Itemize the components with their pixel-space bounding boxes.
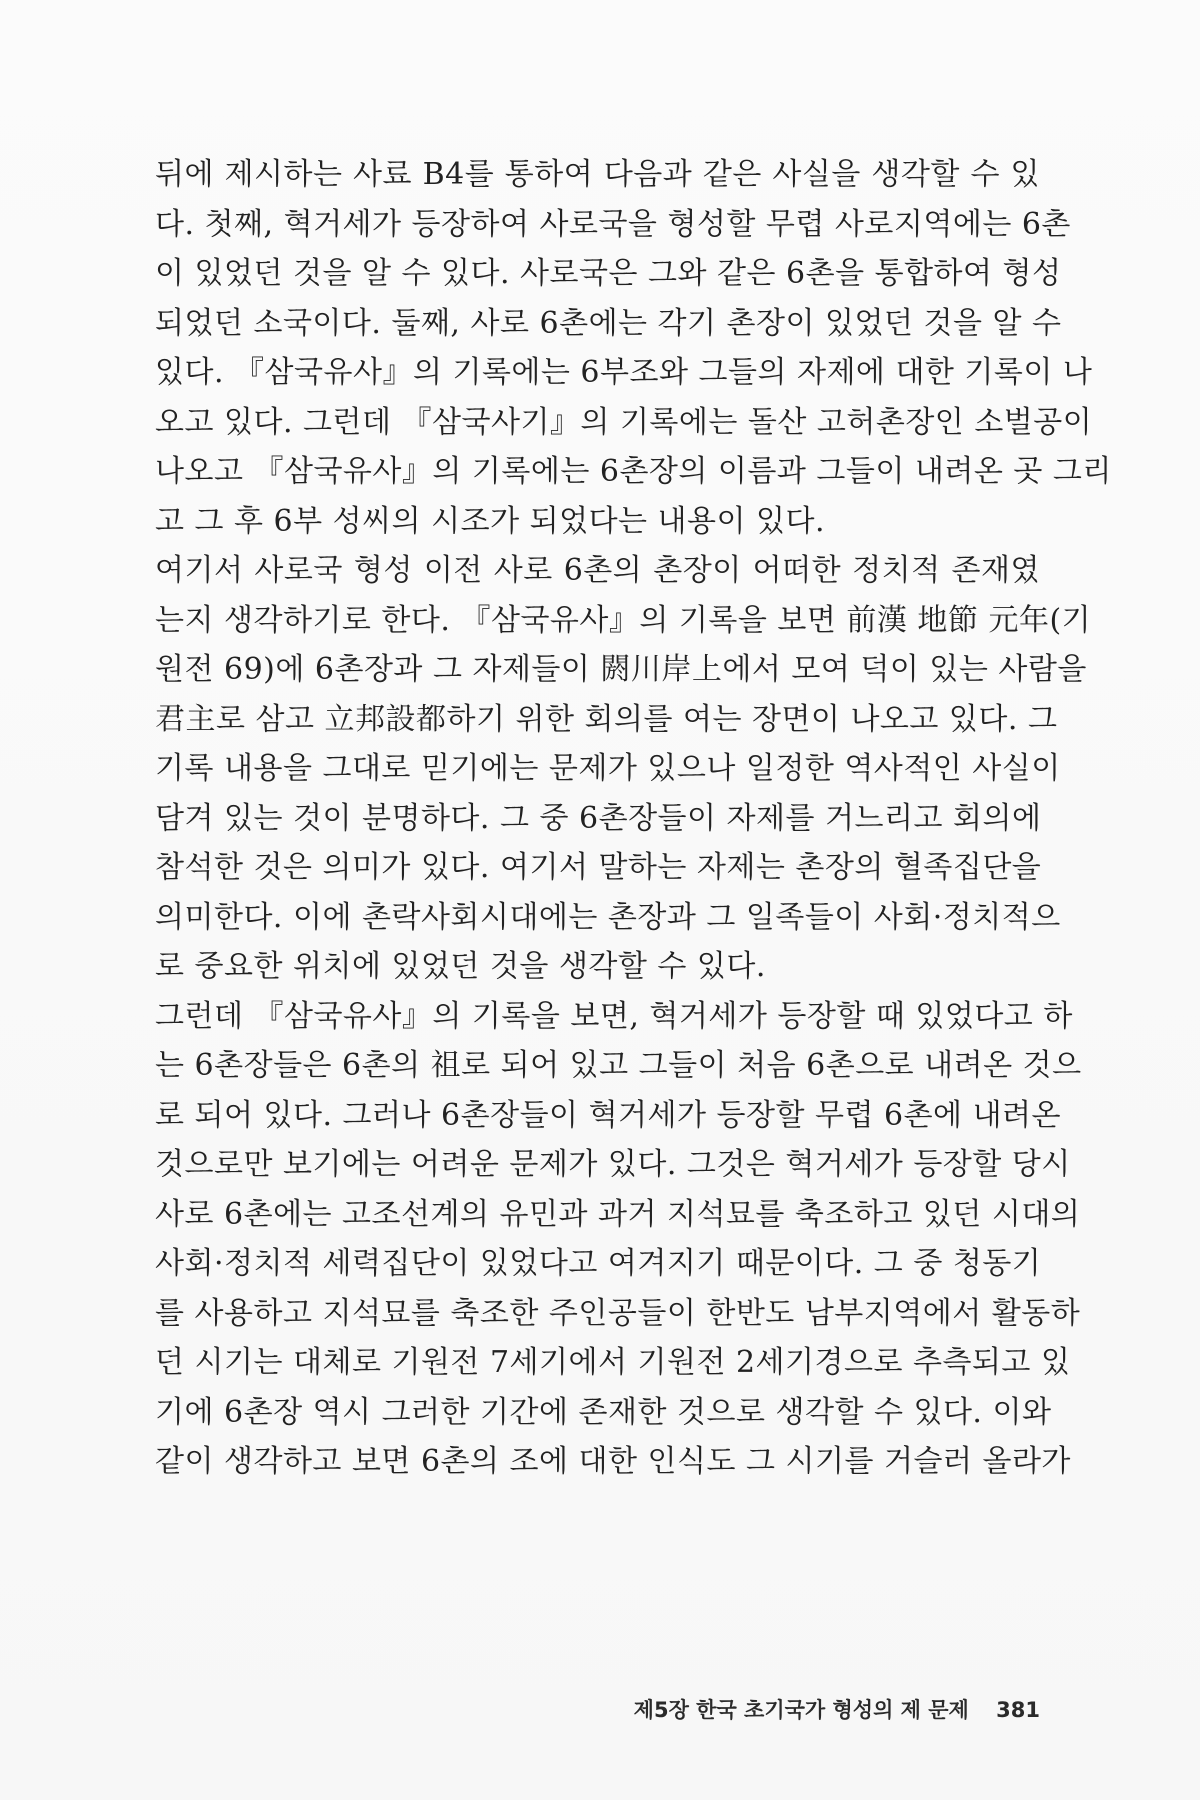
text-line: 그런데 『삼국유사』의 기록을 보면, 혁거세가 등장할 때 있었다고 하 <box>155 998 1073 1034</box>
text-line: 를 사용하고 지석묘를 축조한 주인공들이 한반도 남부지역에서 활동하 <box>155 1295 1081 1331</box>
text-line: 나오고 『삼국유사』의 기록에는 6촌장의 이름과 그들이 내려온 곳 그리 <box>155 454 1112 489</box>
text-line: 되었던 소국이다. 둘째, 사로 6촌에는 각기 촌장이 있었던 것을 알 수 <box>155 305 1062 341</box>
text-line: 로 중요한 위치에 있었던 것을 생각할 수 있다. <box>155 949 766 984</box>
text-line: 사로 6촌에는 고조선계의 유민과 과거 지석묘를 축조하고 있던 시대의 <box>155 1196 1081 1232</box>
text-line: 뒤에 제시하는 사료 B4를 통하여 다음과 같은 사실을 생각할 수 있 <box>155 157 1040 192</box>
text-line: 는지 생각하기로 한다. 『삼국유사』의 기록을 보면 前漢 地節 元年(기 <box>155 602 1092 638</box>
chapter-title: 제5장 한국 초기국가 형성의 제 문제 <box>633 1698 969 1722</box>
text-line: 담겨 있는 것이 분명하다. 그 중 6촌장들이 자제를 거느리고 회의에 <box>155 800 1042 836</box>
text-line: 던 시기는 대체로 기원전 7세기에서 기원전 2세기경으로 추측되고 있 <box>155 1345 1071 1380</box>
text-line: 로 되어 있다. 그러나 6촌장들이 혁거세가 등장할 무렵 6촌에 내려온 <box>155 1097 1062 1133</box>
text-line: 는 6촌장들은 6촌의 祖로 되어 있고 그들이 처음 6촌으로 내려온 것으 <box>155 1048 1082 1083</box>
text-line: 의미한다. 이에 촌락사회시대에는 촌장과 그 일족들이 사회·정치적으 <box>155 899 1061 935</box>
text-line: 사회·정치적 세력집단이 있었다고 여겨지기 때문이다. 그 중 청동기 <box>155 1246 1042 1281</box>
text-line: 기에 6촌장 역시 그러한 기간에 존재한 것으로 생각할 수 있다. 이와 <box>155 1394 1052 1430</box>
page-number: 381 <box>996 1698 1040 1722</box>
text-line: 오고 있다. 그런데 『삼국사기』의 기록에는 돌산 고허촌장인 소벌공이 <box>155 404 1093 440</box>
text-line: 기록 내용을 그대로 믿기에는 문제가 있으나 일정한 역사적인 사실이 <box>155 751 1061 786</box>
text-line: 다. 첫째, 혁거세가 등장하여 사로국을 형성할 무렵 사로지역에는 6촌 <box>155 206 1071 242</box>
page-footer <box>560 1690 1040 1730</box>
text-line: 것으로만 보기에는 어려운 문제가 있다. 그것은 혁거세가 등장할 당시 <box>155 1147 1071 1182</box>
text-line: 같이 생각하고 보면 6촌의 조에 대한 인식도 그 시기를 거슬러 올라가 <box>155 1444 1071 1479</box>
text-line: 여기서 사로국 형성 이전 사로 6촌의 촌장이 어떠한 정치적 존재였 <box>155 553 1040 588</box>
text-line: 君主로 삼고 立邦設都하기 위한 회의를 여는 장면이 나오고 있다. 그 <box>155 701 1058 737</box>
text-line: 있다. 『삼국유사』의 기록에는 6부조와 그들의 자제에 대한 기록이 나 <box>155 355 1093 390</box>
text-line: 고 그 후 6부 성씨의 시조가 되었다는 내용이 있다. <box>155 503 826 539</box>
text-line: 원전 69)에 6촌장과 그 자제들이 閼川岸上에서 모여 덕이 있는 사람을 <box>155 652 1087 687</box>
text-line: 참석한 것은 의미가 있다. 여기서 말하는 자제는 촌장의 혈족집단을 <box>155 850 1042 885</box>
text-line: 이 있었던 것을 알 수 있다. 사로국은 그와 같은 6촌을 통합하여 형성 <box>155 256 1062 291</box>
body-text <box>155 150 1112 1487</box>
